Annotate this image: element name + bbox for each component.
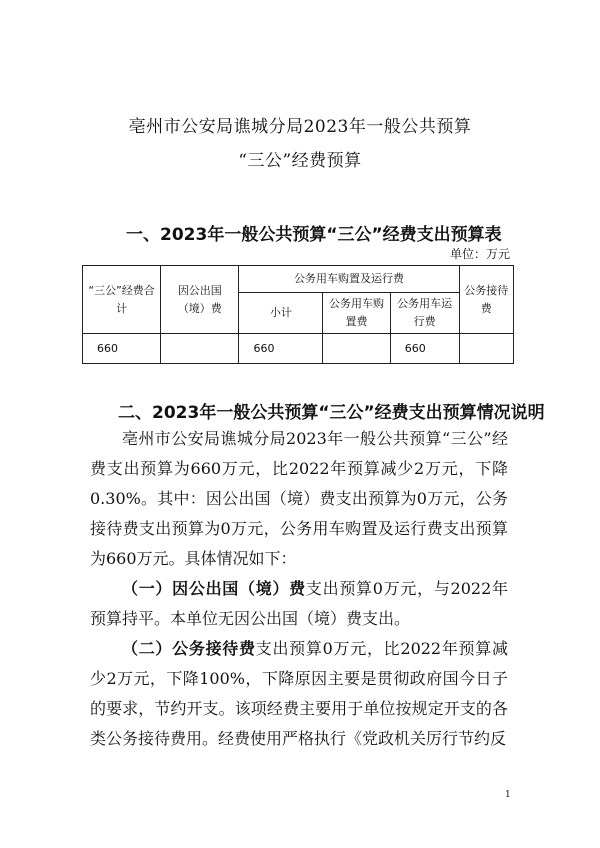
paragraph-reception-lead: （二）公务接待费 xyxy=(122,639,256,658)
paragraph-abroad-text: 支出预算0万元，与2022年预算持平。本单位无因公出国（境）费支出。 xyxy=(90,579,508,628)
section2-heading: 二、2023年一般公共预算“三公”经费支出预算情况说明 xyxy=(118,403,545,423)
header-vehicle-purchase: 公务用车购置费 xyxy=(323,293,390,334)
paragraph-abroad-lead: （一）因公出国（境）费 xyxy=(122,579,306,598)
paragraph-abroad xyxy=(90,574,508,634)
cell-vehicle-operation: 660 xyxy=(390,334,459,364)
paragraph-summary: 亳州市公安局谯城分局2023年一般公共预算“三公”经费支出预算为660万元，比2022年预算减少2万元，下降0.30%。其中：因公出国（境）费支出预算为0万元，公务接待费支出预算为0万元，公务用车购置及运行费支出预算为660万元。具体情况如下： xyxy=(90,429,508,568)
header-abroad: 因公出国（境）费 xyxy=(161,266,239,334)
document-title-line2: “三公”经费预算 xyxy=(238,151,362,171)
header-vehicle-operation: 公务用车运行费 xyxy=(390,293,459,334)
document-title-line1: 亳州市公安局谯城分局2023年一般公共预算 xyxy=(128,117,472,137)
paragraph-reception-text: 支出预算0万元，比2022年预算减少2万元，下降100%，下降原因主要是贯彻政府国今日子的要求，节约开支。该项经费主要用于单位按规定开支的各类公务接待费用。经费使用严格执行《党政机关厉行节约反 xyxy=(90,639,508,748)
budget-table xyxy=(82,265,514,364)
header-subtotal: 小计 xyxy=(239,293,323,334)
header-vehicle-group: 公务用车购置及运行费 xyxy=(239,266,459,293)
table-row xyxy=(83,334,514,364)
cell-reception xyxy=(459,334,513,364)
unit-label: 单位：万元 xyxy=(449,247,510,261)
cell-subtotal: 660 xyxy=(239,334,323,364)
table-header-row xyxy=(83,266,514,293)
page-number: 1 xyxy=(505,790,511,800)
paragraph-reception xyxy=(90,634,508,754)
cell-total: 660 xyxy=(83,334,161,364)
header-total: “三公”经费合计 xyxy=(83,266,161,334)
cell-vehicle-purchase xyxy=(323,334,390,364)
header-reception: 公务接待费 xyxy=(459,266,513,334)
section1-heading: 一、2023年一般公共预算“三公”经费支出预算表 xyxy=(126,225,502,245)
cell-abroad xyxy=(161,334,239,364)
